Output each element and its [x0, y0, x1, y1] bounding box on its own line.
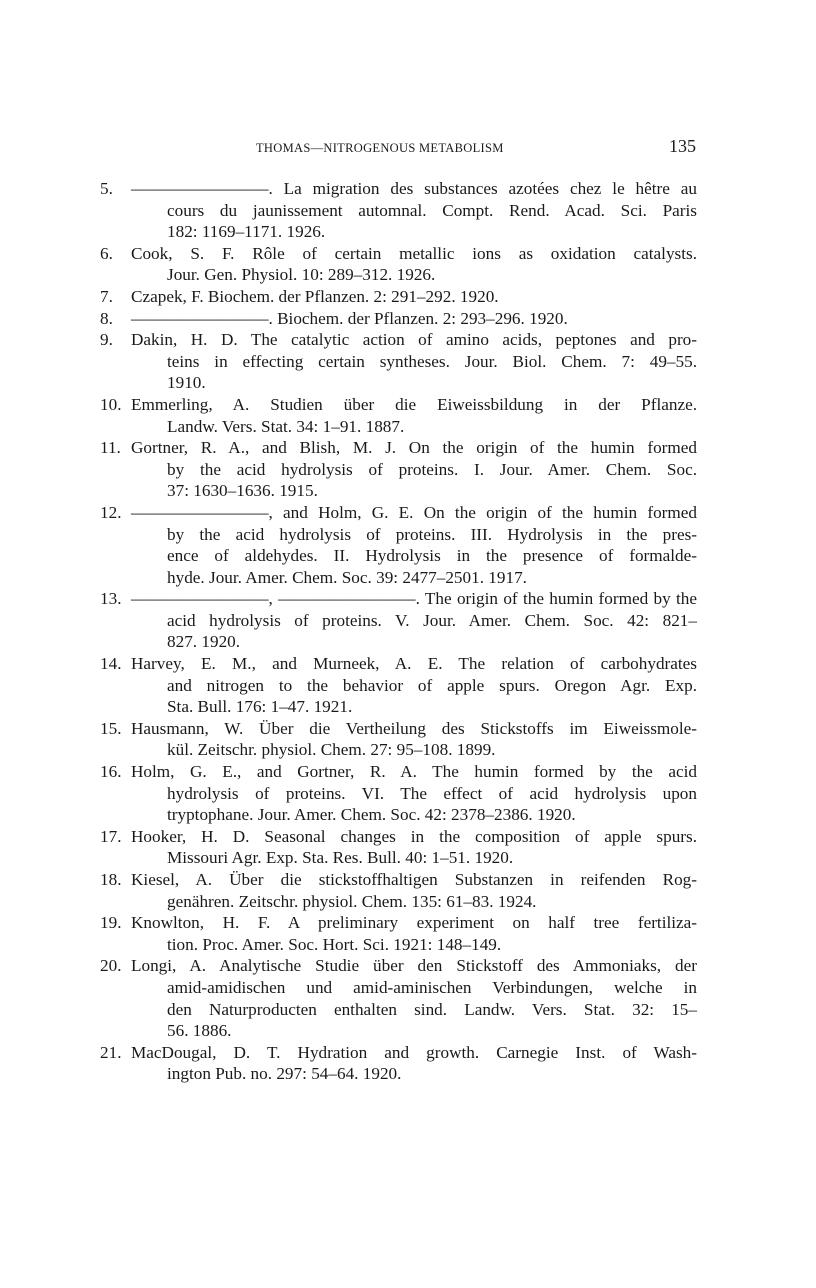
reference-line: Emmerling, A. Studien über die Eiweissbildung in der Pflanze. — [131, 394, 697, 414]
reference-list — [0, 178, 816, 1085]
reference-line: Hausmann, W. Über die Vertheilung des Stickstoffs im Eiweissmole- — [131, 718, 697, 738]
reference-number: 12. — [100, 502, 122, 522]
reference-text — [131, 955, 697, 1041]
reference-line: Czapek, F. Biochem. der Pflanzen. 2: 291–292. 1920. — [131, 286, 499, 306]
reference-number: 8. — [100, 308, 113, 328]
reference-number: 6. — [100, 243, 113, 263]
reference-line: 1910. — [167, 373, 206, 393]
reference-entry — [0, 437, 697, 502]
reference-line: by the acid hydrolysis of proteins. I. Jour. Amer. Chem. Soc. — [167, 459, 697, 479]
reference-line: acid hydrolysis of proteins. V. Jour. Amer. Chem. Soc. 42: 821– — [167, 610, 697, 630]
reference-entry — [0, 761, 697, 826]
reference-line: ————————. La migration des substances azotées chez le hêtre au — [131, 179, 697, 198]
reference-line: Jour. Gen. Physiol. 10: 289–312. 1926. — [167, 265, 436, 285]
reference-entry — [0, 912, 697, 955]
reference-line: Kiesel, A. Über die stickstoffhaltigen Substanzen in reifenden Rog- — [131, 870, 697, 889]
reference-line: amid-amidischen und amid-aminischen Verbindungen, welche in — [167, 977, 697, 997]
reference-entry — [0, 243, 697, 286]
reference-line: Dakin, H. D. The catalytic action of amino acids, peptones and pro- — [131, 330, 697, 350]
reference-entry — [0, 286, 697, 308]
reference-line: and nitrogen to the behavior of apple spurs. Oregon Agr. Exp. — [167, 675, 697, 695]
reference-text — [131, 826, 697, 869]
page-number: 135 — [669, 136, 696, 156]
reference-line: teins in effecting certain syntheses. Jour. Biol. Chem. 7: 49–55. — [167, 351, 697, 371]
reference-text — [131, 718, 697, 761]
reference-number: 11. — [100, 438, 121, 458]
reference-line: 827. 1920. — [167, 632, 241, 652]
reference-line: Sta. Bull. 176: 1–47. 1921. — [167, 697, 353, 717]
reference-entry — [0, 308, 697, 330]
reference-text — [131, 761, 697, 826]
reference-text — [131, 437, 697, 502]
reference-line: den Naturproducten enthalten sind. Landw. Vers. Stat. 32: 15– — [167, 999, 697, 1019]
reference-number: 7. — [100, 286, 113, 306]
reference-line: Hooker, H. D. Seasonal changes in the composition of apple spurs. — [131, 826, 697, 846]
reference-entry — [0, 588, 697, 653]
reference-entry — [0, 1042, 697, 1085]
reference-text — [131, 308, 697, 330]
reference-entry — [0, 826, 697, 869]
reference-line: ————————. Biochem. der Pflanzen. 2: 293–296. 1920. — [131, 308, 568, 328]
reference-number: 19. — [100, 913, 122, 933]
reference-line: Harvey, E. M., and Murneek, A. E. The relation of carbohydrates — [131, 654, 697, 674]
reference-line: by the acid hydrolysis of proteins. III. Hydrolysis in the pres- — [167, 524, 697, 544]
reference-line: tryptophane. Jour. Amer. Chem. Soc. 42: 2378–2386. 1920. — [167, 805, 576, 825]
reference-line: 182: 1169–1171. 1926. — [167, 222, 326, 242]
reference-number: 14. — [100, 654, 122, 674]
reference-text — [131, 912, 697, 955]
reference-text — [131, 394, 697, 437]
reference-entry — [0, 869, 697, 912]
reference-entry — [0, 718, 697, 761]
reference-text — [131, 243, 697, 286]
reference-line: tion. Proc. Amer. Soc. Hort. Sci. 1921: 148–149. — [167, 934, 502, 954]
reference-line: Knowlton, H. F. A preliminary experiment on half tree fertiliza- — [131, 913, 697, 933]
reference-line: 56. 1886. — [167, 1021, 232, 1041]
reference-entry — [0, 955, 697, 1041]
reference-line: 37: 1630–1636. 1915. — [167, 481, 318, 501]
reference-line: Landw. Vers. Stat. 34: 1–91. 1887. — [167, 416, 405, 436]
reference-number: 9. — [100, 330, 113, 350]
reference-number: 5. — [100, 179, 113, 198]
reference-text — [131, 286, 697, 308]
reference-line: hyde. Jour. Amer. Chem. Soc. 39: 2477–2501. 1917. — [167, 567, 527, 587]
reference-line: ington Pub. no. 297: 54–64. 1920. — [167, 1064, 402, 1084]
reference-entry — [0, 178, 697, 243]
reference-line: MacDougal, D. T. Hydration and growth. Carnegie Inst. of Wash- — [131, 1042, 697, 1062]
reference-line: genähren. Zeitschr. physiol. Chem. 135: 61–83. 1924. — [167, 891, 537, 911]
reference-number: 13. — [100, 589, 122, 609]
reference-number: 17. — [100, 826, 122, 846]
reference-entry — [0, 653, 697, 718]
reference-line: ————————, ————————. The origin of the humin formed by the — [131, 589, 697, 609]
reference-line: Missouri Agr. Exp. Sta. Res. Bull. 40: 1–51. 1920. — [167, 848, 514, 868]
reference-line: ————————, and Holm, G. E. On the origin of the humin formed — [131, 502, 697, 522]
reference-text — [131, 869, 697, 912]
reference-text — [131, 1042, 697, 1085]
running-head — [256, 136, 696, 160]
reference-number: 21. — [100, 1042, 122, 1062]
reference-text — [131, 588, 697, 653]
reference-text — [131, 178, 697, 243]
reference-entry — [0, 394, 697, 437]
reference-number: 20. — [100, 956, 122, 976]
reference-line: ence of aldehydes. II. Hydrolysis in the presence of formalde- — [167, 546, 697, 566]
reference-number: 16. — [100, 762, 122, 782]
reference-line: cours du jaunissement automnal. Compt. Rend. Acad. Sci. Paris — [167, 200, 697, 220]
reference-line: Gortner, R. A., and Blish, M. J. On the origin of the humin formed — [131, 438, 697, 458]
running-title: THOMAS—NITROGENOUS METABOLISM — [256, 141, 504, 155]
reference-line: Cook, S. F. Rôle of certain metallic ions as oxidation catalysts. — [131, 243, 697, 263]
reference-line: Longi, A. Analytische Studie über den Stickstoff des Ammoniaks, der — [131, 956, 697, 976]
reference-line: Holm, G. E., and Gortner, R. A. The humin formed by the acid — [131, 762, 697, 782]
reference-text — [131, 502, 697, 588]
reference-text — [131, 329, 697, 394]
reference-entry — [0, 329, 697, 394]
reference-text — [131, 653, 697, 718]
reference-number: 10. — [100, 394, 122, 414]
reference-entry — [0, 502, 697, 588]
reference-line: kül. Zeitschr. physiol. Chem. 27: 95–108. 1899. — [167, 740, 496, 760]
reference-number: 18. — [100, 870, 122, 889]
reference-number: 15. — [100, 718, 122, 738]
reference-line: hydrolysis of proteins. VI. The effect of acid hydrolysis upon — [167, 783, 697, 803]
